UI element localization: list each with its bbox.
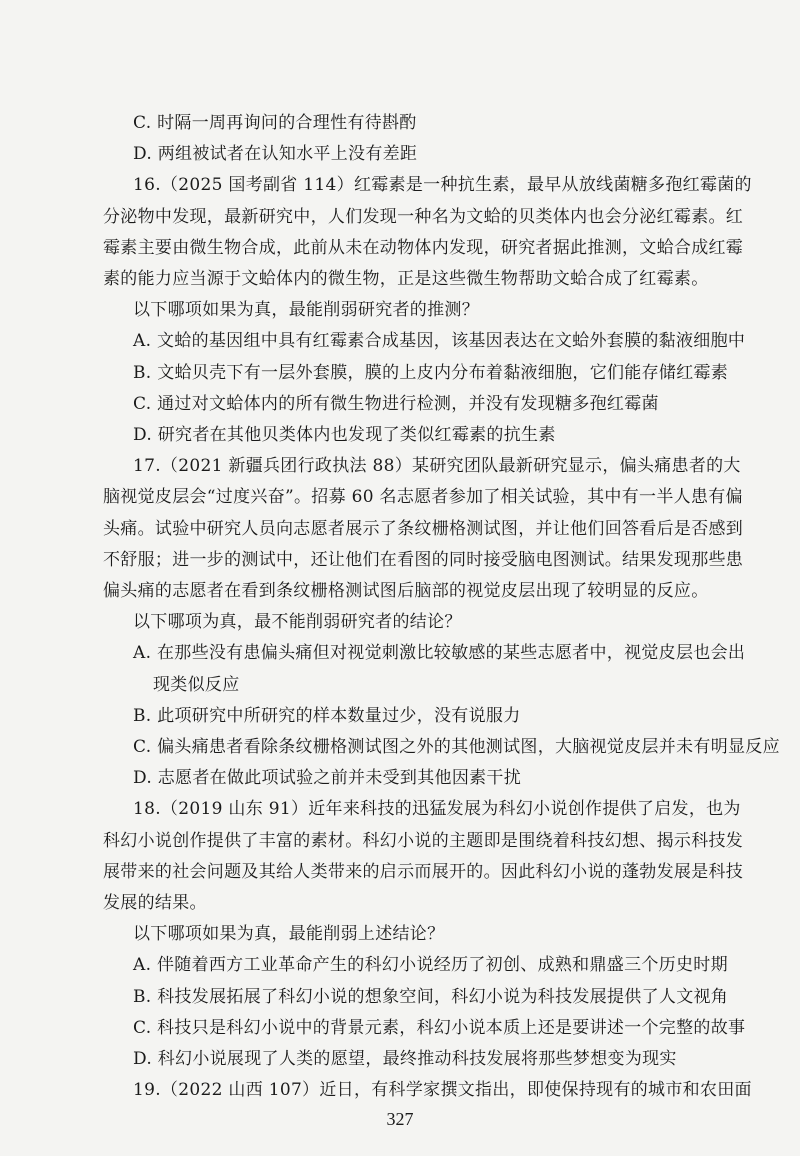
option-c-q17: C. 偏头痛患者看除条纹栅格测试图之外的其他测试图，大脑视觉皮层并未有明显反应	[133, 737, 780, 757]
option-d-q16: D. 研究者在其他贝类体内也发现了类似红霉素的抗生素	[133, 425, 556, 445]
option-d-q18: D. 科幻小说展现了人类的愿望，最终推动科技发展将那些梦想变为现实	[133, 1049, 677, 1069]
question-18-prompt: 以下哪项如果为真，最能削弱上述结论？	[133, 924, 445, 945]
question-16-line-4: 素的能力应当源于文蛤体内的微生物，正是这些微生物帮助文蛤合成了红霉素。	[103, 269, 709, 289]
question-18-line-3: 展带来的社会问题及其给人类带来的启示而展开的。因此科幻小说的蓬勃发展是科技	[103, 861, 744, 882]
option-a-q17-continued: 现类似反应	[153, 674, 240, 695]
question-17-line-1: 17.（2021 新疆兵团行政执法 88）某研究团队最新研究显示，偏头痛患者的大	[133, 456, 741, 477]
question-19-line-1: 19.（2022 山西 107）近日，有科学家撰文指出，即使保持现有的城市和农田面	[133, 1080, 752, 1101]
option-c-q15: C. 时隔一周再询问的合理性有待斟酌	[133, 113, 417, 133]
question-18-line-4: 发展的结果。	[103, 893, 207, 913]
option-b-q16: B. 文蛤贝壳下有一层外套膜，膜的上皮内分布着黏液细胞，它们能存储红霉素	[133, 362, 729, 383]
question-16-line-2: 分泌物中发现，最新研究中，人们发现一种名为文蛤的贝类体内也会分泌红霉素。红	[103, 206, 744, 227]
option-d-q15: D. 两组被试者在认知水平上没有差距	[133, 144, 418, 165]
option-b-q18: B. 科技发展拓展了科幻小说的想象空间，科幻小说为科技发展提供了人文视角	[133, 986, 729, 1007]
option-d-q17: D. 志愿者在做此项试验之前并未受到其他因素干扰	[133, 768, 522, 789]
option-a-q18: A. 伴随着西方工业革命产生的科幻小说经历了初创、成熟和鼎盛三个历史时期	[133, 955, 728, 976]
option-a-q16: A. 文蛤的基因组中具有红霉素合成基因，该基因表达在文蛤外套膜的黏液细胞中	[133, 331, 746, 352]
page-number: 327	[386, 1109, 414, 1130]
question-16-prompt: 以下哪项如果为真，最能削弱研究者的推测？	[133, 300, 479, 321]
question-17-line-2: 脑视觉皮层会“过度兴奋”。招募 60 名志愿者参加了相关试验，其中有一半人患有偏	[103, 487, 743, 508]
question-17-line-3: 头痛。试验中研究人员向志愿者展示了条纹栅格测试图，并让他们回答看后是否感到	[103, 518, 744, 539]
question-17-prompt: 以下哪项为真，最不能削弱研究者的结论？	[133, 612, 462, 633]
option-a-q17: A. 在那些没有患偏头痛但对视觉刺激比较敏感的某些志愿者中，视觉皮层也会出	[133, 643, 746, 664]
question-16-line-3: 霉素主要由微生物合成，此前从未在动物体内发现，研究者据此推测，文蛤合成红霉	[103, 237, 744, 258]
question-16-line-1: 16.（2025 国考副省 114）红霉素是一种抗生素，最早从放线菌糖多孢红霉菌的	[133, 175, 752, 196]
option-b-q17: B. 此项研究中所研究的样本数量过少，没有说服力	[133, 705, 521, 726]
question-17-line-4: 不舒服；进一步的测试中，还让他们在看图的同时接受脑电图测试。结果发现那些患	[103, 549, 744, 570]
question-17-line-5: 偏头痛的志愿者在看到条纹栅格测试图后脑部的视觉皮层出现了较明显的反应。	[103, 581, 709, 601]
option-c-q16: C. 通过对文蛤体内的所有微生物进行检测，并没有发现糖多孢红霉菌	[133, 393, 659, 414]
option-c-q18: C. 科技只是科幻小说中的背景元素，科幻小说本质上还是要讲述一个完整的故事	[133, 1017, 746, 1038]
question-18-line-2: 科幻小说创作提供了丰富的素材。科幻小说的主题即是围绕着科技幻想、揭示科技发	[103, 830, 744, 851]
question-18-line-1: 18.（2019 山东 91）近年来科技的迅猛发展为科幻小说创作提供了启发，也为	[133, 799, 741, 820]
